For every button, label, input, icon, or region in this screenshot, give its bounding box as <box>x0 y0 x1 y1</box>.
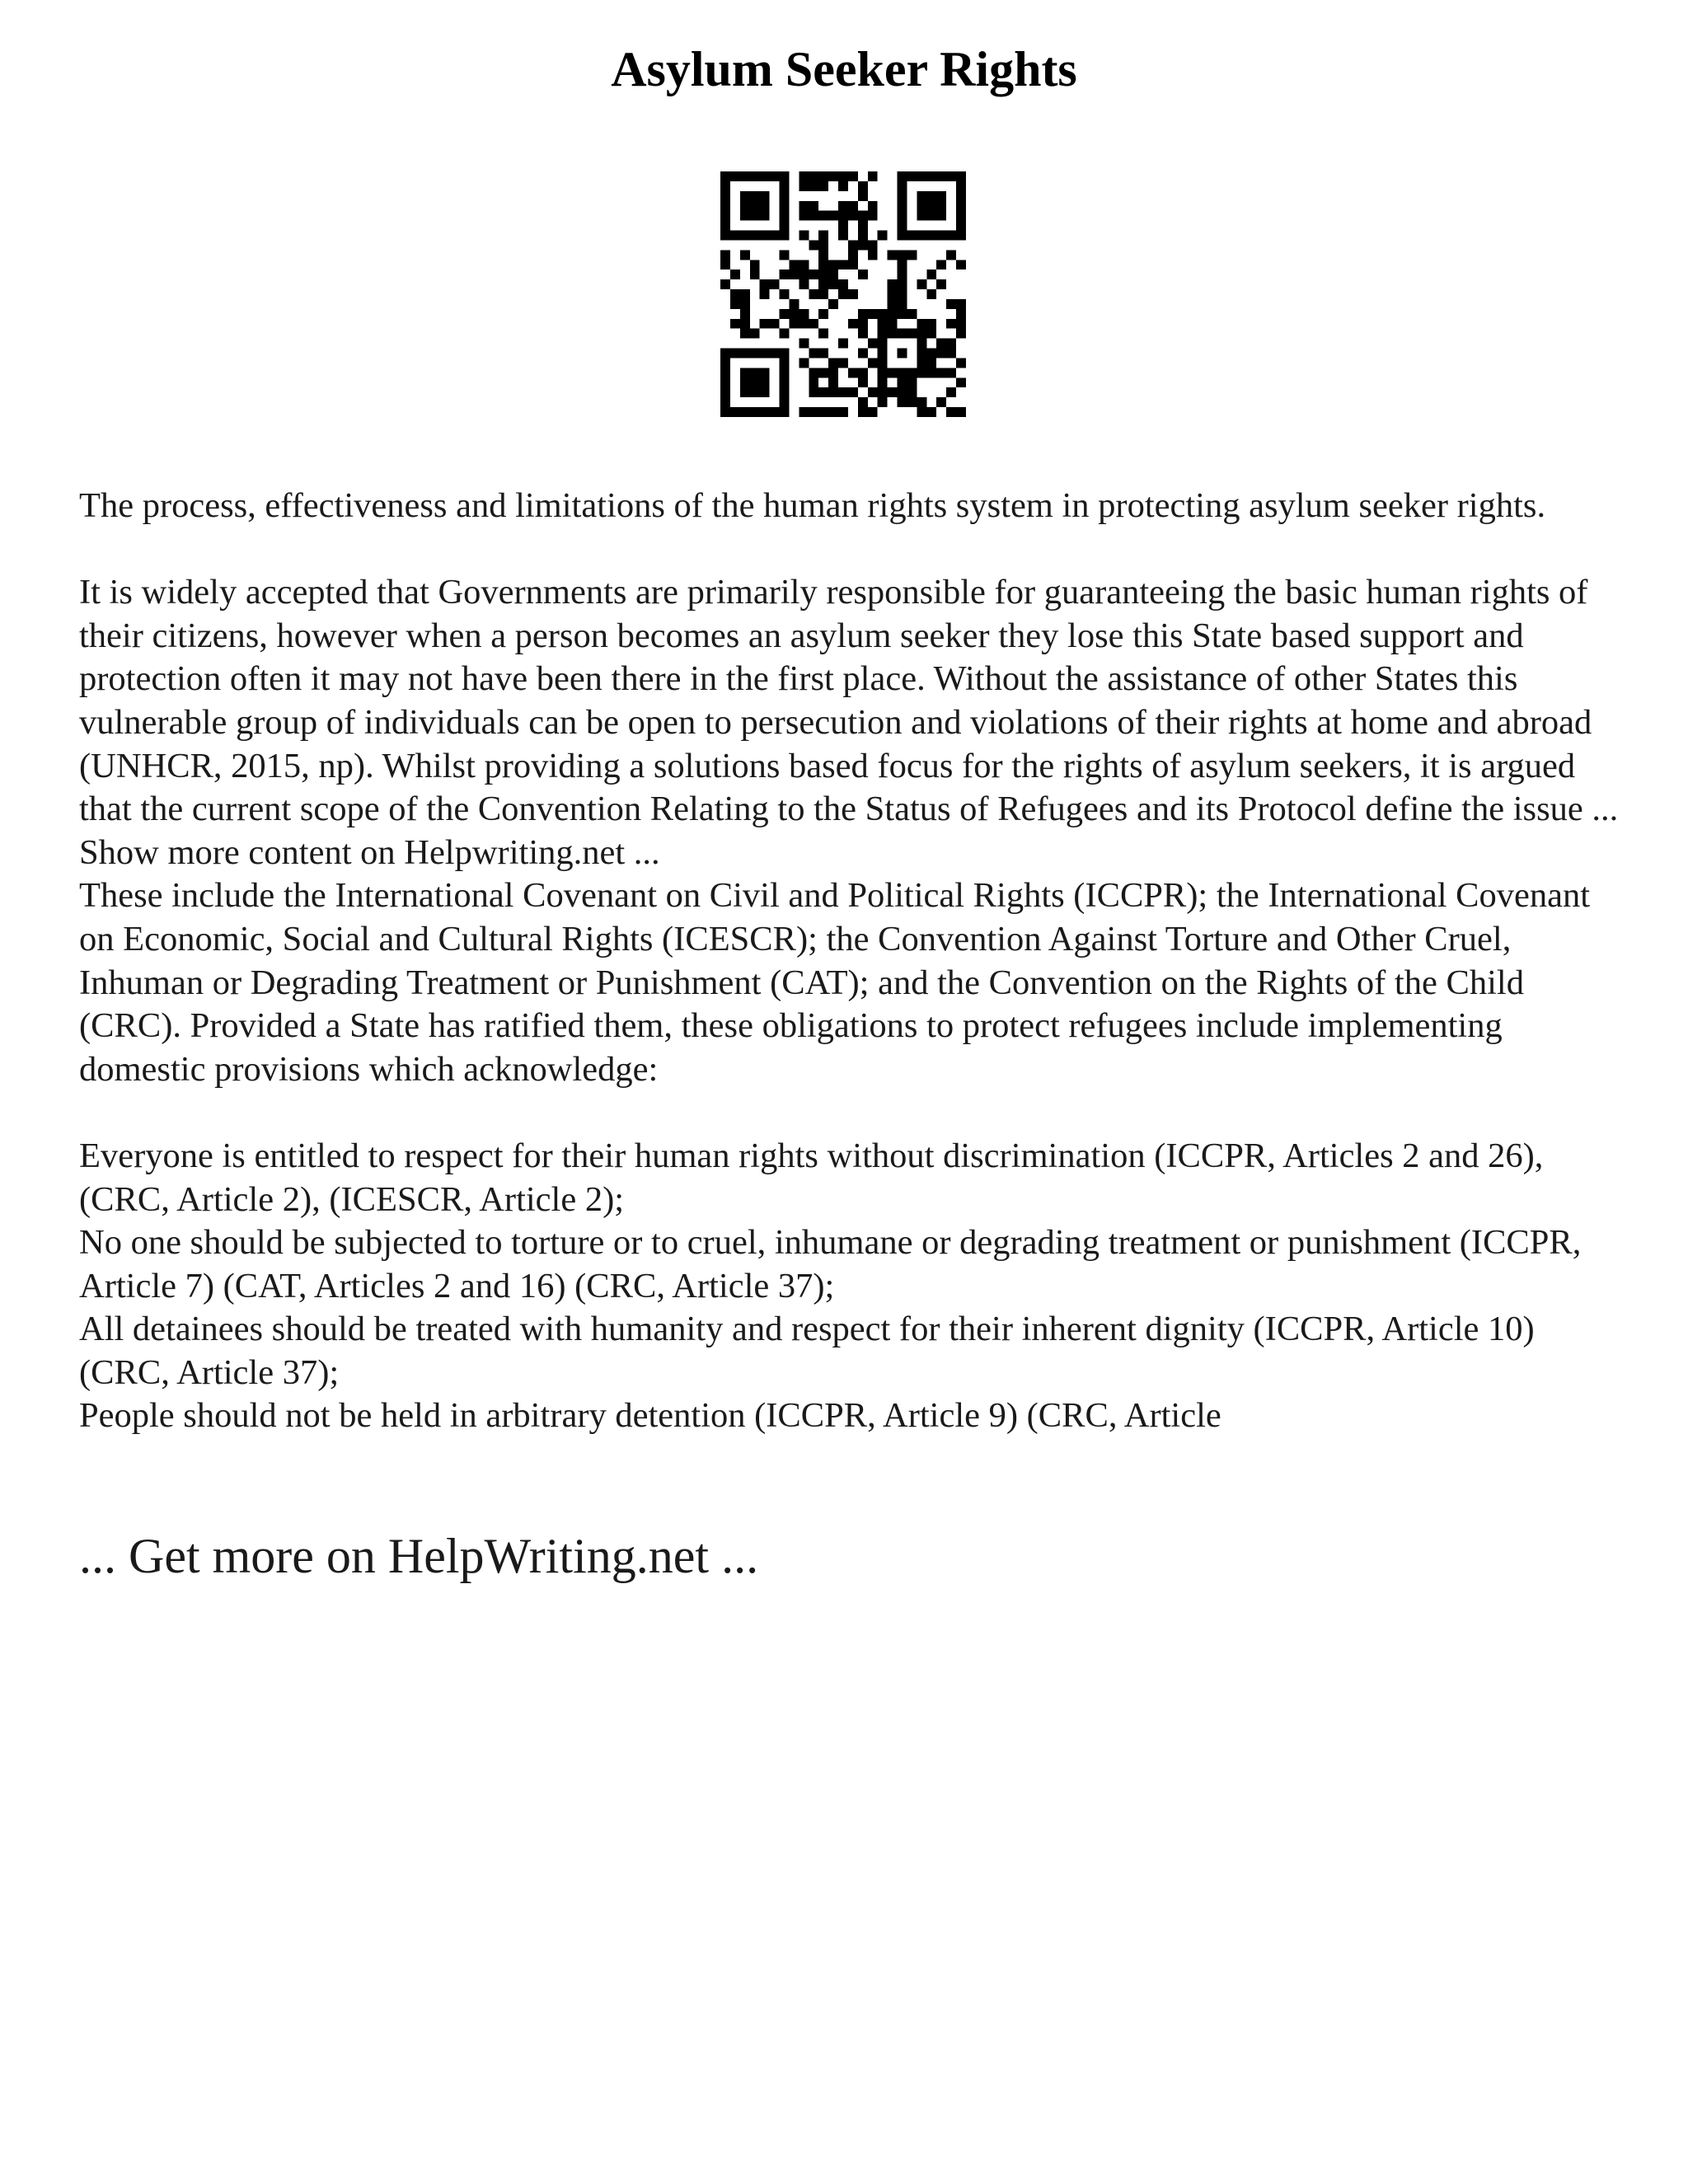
document-title: Asylum Seeker Rights <box>611 42 1077 96</box>
body-paragraph-1: It is widely accepted that Governments are primarily responsible for guaranteeing the basic human rights of their citizens, however when a person becomes an asylum seeker they lose this State based support and protection often it may not have been there in the first place. Without the assistance of other States this vulnerable group of individuals can be open to persecution and violations of their rights at home and abroad (UNHCR, 2015, np). Whilst providing a solutions based focus for the rights of asylum seekers, it is argued that the current scope of the Convention Relating to the Status of Refugees and its Protocol define the issue ... Show more content on Helpwriting.net ... <box>79 573 1619 872</box>
paragraph-gap <box>79 1091 1629 1135</box>
provision-item-3: All detainees should be treated with humanity and respect for their inherent dignity (ICCPR, Article 10) (CRC, Article 37); <box>79 1310 1535 1392</box>
article-body <box>79 485 1629 1438</box>
intro-paragraph: The process, effectiveness and limitations of the human rights system in protecting asylum seeker rights. <box>79 486 1546 525</box>
provision-item-2: No one should be subjected to torture or to cruel, inhumane or degrading treatment or punishment (ICCPR, Article 7) (CAT, Articles 2 and 16) (CRC, Article 37); <box>79 1223 1582 1305</box>
provision-item-1: Everyone is entitled to respect for their human rights without discrimination (ICCPR, Articles 2 and 26), (CRC, Article 2), (ICESCR, Article 2); <box>79 1136 1544 1219</box>
get-more-link[interactable]: ... Get more on HelpWriting.net ... <box>79 1529 759 1583</box>
provision-item-4: People should not be held in arbitrary detention (ICCPR, Article 9) (CRC, Article <box>79 1396 1221 1436</box>
body-paragraph-2: These include the International Covenant on Civil and Political Rights (ICCPR); the International Covenant on Economic, Social and Cultural Rights (ICESCR); the Convention Against Torture and Other Cruel, Inhuman or Degrading Treatment or Punishment (CAT); and the Convention on the Rights of the Child (CRC). Provided a State has ratified them, these obligations to protect refugees include implementing domestic provisions which acknowledge: <box>79 876 1591 1089</box>
paragraph-gap <box>79 528 1629 572</box>
qr-code-icon <box>720 171 966 417</box>
